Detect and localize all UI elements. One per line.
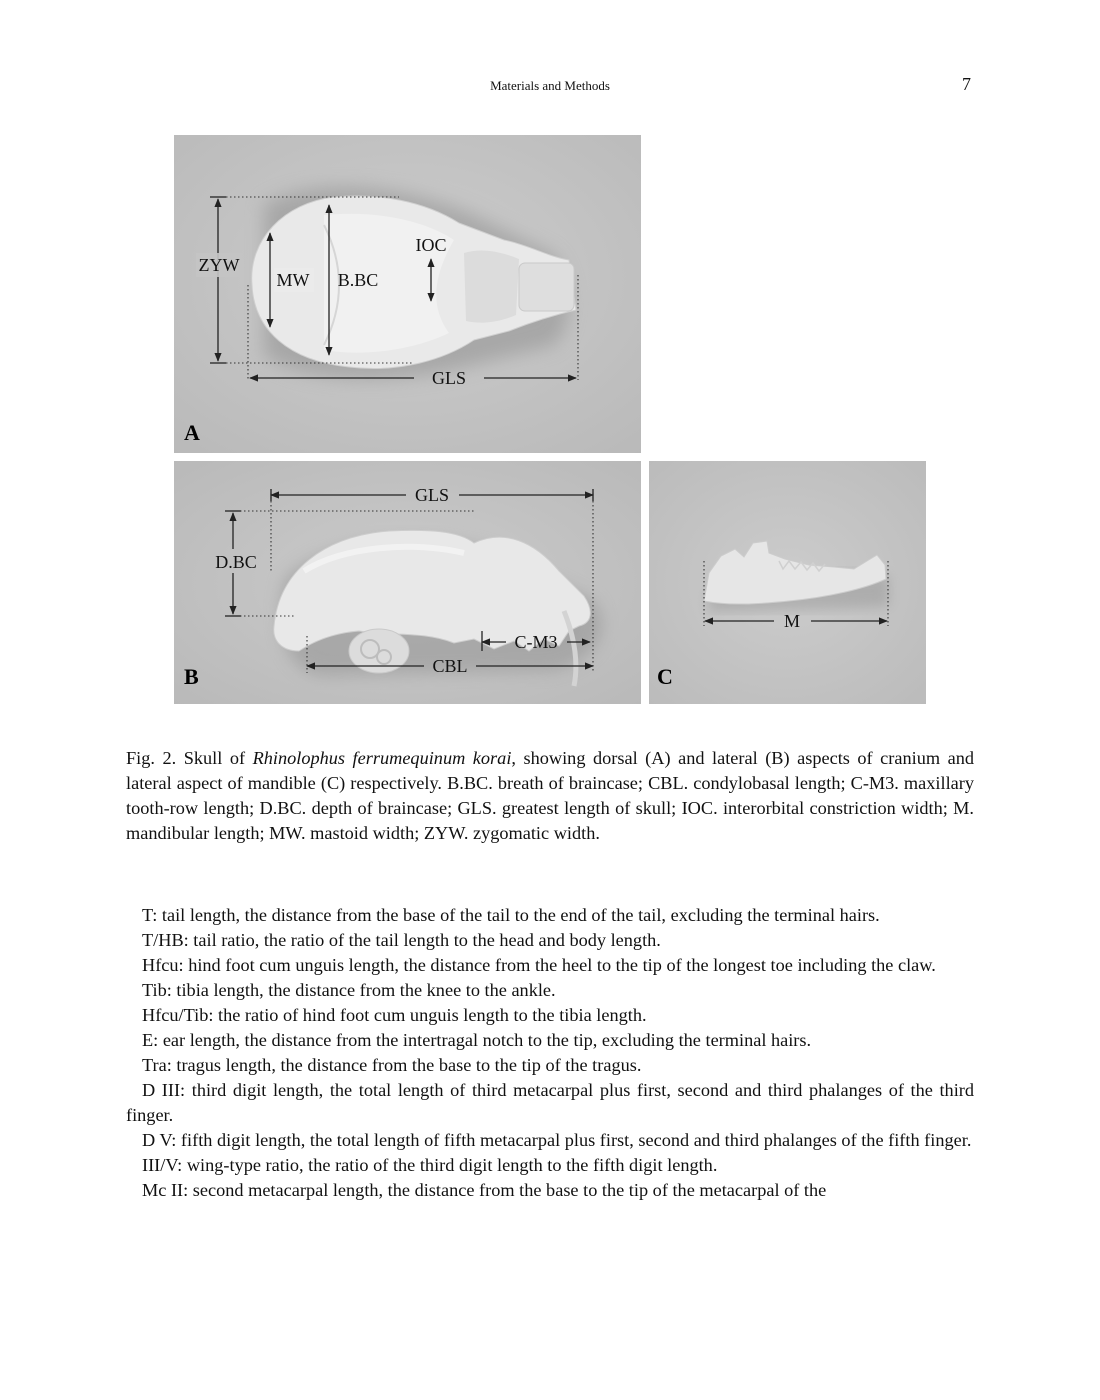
figure-panel-a-dorsal-skull — [174, 135, 641, 453]
label-gls-a: GLS — [431, 368, 467, 388]
definition-paragraph: Hfcu/Tib: the ratio of hind foot cum unguis length to the tibia length. — [142, 1005, 647, 1025]
caption-rest: , showing dorsal (A) and lateral (B) aspects of cranium and lateral aspect of mandible (C) respectively. B.BC. breath of braincase; CBL. condylobasal length; C-M3. maxillary tooth-row length; D.BC. depth of braincase; GLS. greatest length of skull; IOC. interorbital constriction width; M. mandibular length; MW. mastoid width; ZYW. zygomatic width. — [126, 748, 974, 843]
figure-caption — [126, 746, 974, 846]
figure-panel-b-lateral-skull — [174, 461, 641, 704]
label-ioc: IOC — [415, 235, 447, 255]
definition-paragraph: Hfcu: hind foot cum unguis length, the distance from the heel to the tip of the longest toe including the claw. — [142, 955, 936, 975]
definition-paragraph: Tra: tragus length, the distance from the base to the tip of the tragus. — [142, 1055, 642, 1075]
label-zyw: ZYW — [198, 255, 240, 275]
label-dbc: D.BC — [215, 552, 257, 572]
definition-paragraph: T: tail length, the distance from the base of the tail to the end of the tail, excluding the terminal hairs. — [142, 905, 880, 925]
page-number: 7 — [962, 74, 971, 94]
body-text — [126, 903, 974, 1203]
definition-paragraph: III/V: wing-type ratio, the ratio of the third digit length to the fifth digit length. — [142, 1155, 718, 1175]
definition-paragraph: Mc II: second metacarpal length, the distance from the base to the tip of the metacarpal of the — [142, 1180, 827, 1200]
label-cbl: CBL — [432, 656, 468, 676]
label-m: M — [783, 611, 801, 631]
caption-species: Rhinolophus ferrumequinum korai — [252, 748, 512, 768]
definition-paragraph: T/HB: tail ratio, the ratio of the tail length to the head and body length. — [142, 930, 661, 950]
definition-paragraph: D V: fifth digit length, the total length of fifth metacarpal plus first, second and third phalanges of the fifth finger. — [142, 1130, 972, 1150]
label-gls-b: GLS — [414, 485, 450, 505]
panel-letter-c: C — [657, 664, 673, 689]
definition-paragraph: E: ear length, the distance from the intertragal notch to the tip, excluding the terminal hairs. — [142, 1030, 812, 1050]
caption-prefix: Fig. 2. Skull of — [126, 748, 253, 768]
label-cm3: C-M3 — [514, 632, 558, 652]
running-head: Materials and Methods — [490, 78, 610, 93]
panel-letter-a: A — [184, 420, 200, 445]
label-bbc: B.BC — [337, 270, 379, 290]
definition-paragraph: Tib: tibia length, the distance from the knee to the ankle. — [142, 980, 556, 1000]
panel-letter-b: B — [184, 664, 199, 689]
definition-paragraph: D III: third digit length, the total length of third metacarpal plus first, second and third phalanges of the third finger. — [126, 1080, 974, 1125]
label-mw: MW — [276, 270, 310, 290]
figure-panel-c-mandible — [649, 461, 926, 704]
